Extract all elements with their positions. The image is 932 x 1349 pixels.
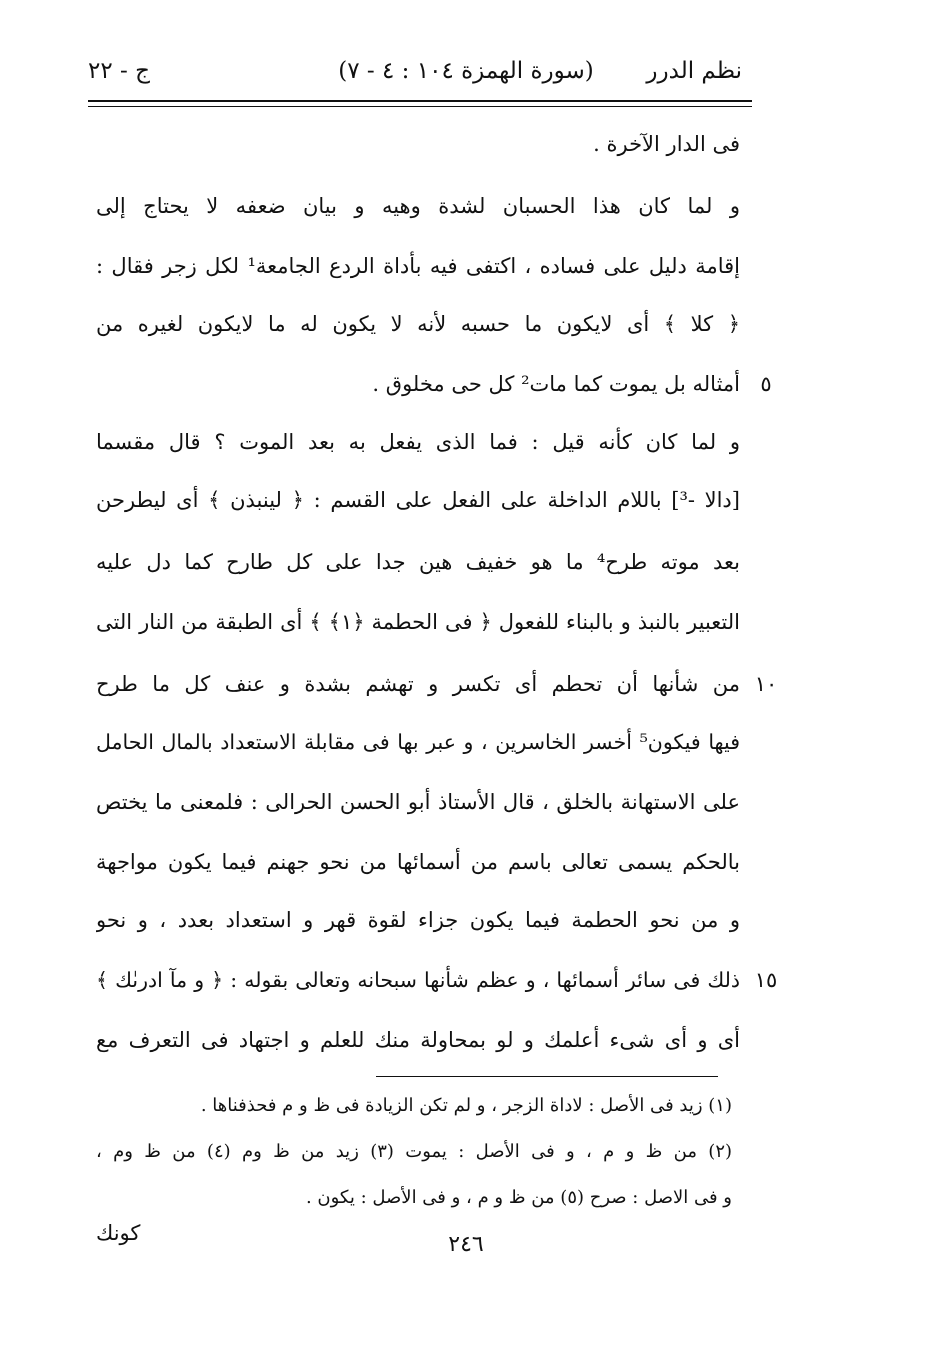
line-number: ١٠: [754, 672, 778, 696]
text-line: و لما كان كأنه قيل : فما الذى يفعل به بعد الموت ؟ قال مقسما: [96, 430, 740, 454]
page-number: ٢٤٦: [448, 1232, 484, 1257]
text-line: على الاستهانة بالخلق ، قال الأستاذ أبو الحسن الحرالى : فلمعنى ما يختص: [96, 790, 740, 814]
text-line: إقامة دليل على فساده ، اكتفى فيه بأداة الردع الجامعة¹ لكل زجر فقال :: [96, 254, 740, 278]
text-line: من شأنها أن تحطم أى تكسر و تهشم بشدة و عنف كل ما طرح: [96, 672, 740, 696]
text-line: ذلك فى سائر أسمائها ، و عظم شأنها سبحانه وتعالى بقوله : ﴿ و مآ ادرىٰك ﴾: [96, 968, 740, 992]
text-line: [دالا -³] باللام الداخلة على الفعل على القسم : ﴿ لينبذن ﴾ أى ليطرحن: [96, 488, 740, 512]
volume-reference: ج - ٢٢: [88, 58, 150, 84]
catchword: كونك: [96, 1221, 141, 1245]
footnote-rule: [376, 1076, 718, 1077]
line-number: ٥: [760, 372, 772, 396]
text-line: فيها فيكون⁵ أخسر الخاسرين ، و عبر بها فى مقابلة الاستعداد بالمال الحامل: [96, 730, 740, 754]
header-rule: [88, 100, 752, 102]
text-line: أمثاله بل يموت كما مات² كل حى مخلوق .: [372, 372, 740, 396]
footnote-line: (١) زيد فى الأصل : لاداة الزجر ، و لم تكن الزيادة فى ظ و م فحذفناها .: [200, 1095, 732, 1116]
running-title: نظم الدرر: [646, 58, 742, 84]
header-rule-thin: [88, 106, 752, 107]
text-line: و لما كان هذا الحسبان لشدة وهيه و بيان ضعفه لا يحتاج إلى: [96, 194, 740, 218]
surah-reference: (سورة الهمزة ١٠٤ : ٤ - ٧): [338, 58, 594, 84]
line-number: ١٥: [754, 968, 778, 992]
text-line: و من نحو الحطمة فيما يكون جزاء لقوة قهر و استعداد بعدد ، و نحو: [96, 908, 740, 932]
text-line: أى و أى شىء أعلمك و لو بمحاولة منك للعلم و اجتهاد فى التعرف مع: [96, 1028, 740, 1052]
text-line: بعد موته طرح⁴ ما هو خفيف هين جدا على كل طارح كما دل عليه: [96, 550, 740, 574]
text-line: فى الدار الآخرة .: [593, 132, 740, 156]
text-line: بالحكم يسمى تعالى باسم من أسمائها من نحو جهنم فيما يكون مواجهة: [96, 850, 740, 874]
text-line: التعبير بالنبذ و بالبناء للفعول ﴿ فى الحطمة ﴿١﴾ ﴾ أى الطبقة من النار التى: [96, 610, 740, 634]
footnote-line: (٢) من ظ و م ، و فى الأصل : يموت (٣) زيد من ظ وم (٤) من ظ وم ،: [96, 1141, 732, 1162]
footnote-line: و فى الاصل : صرح (٥) من ظ و م ، و فى الأصل : يكون .: [305, 1187, 732, 1208]
text-line: ﴿ كلا ﴾ أى لايكون ما حسبه لأنه لا يكون له ما لايكون لغيره من: [96, 312, 740, 336]
